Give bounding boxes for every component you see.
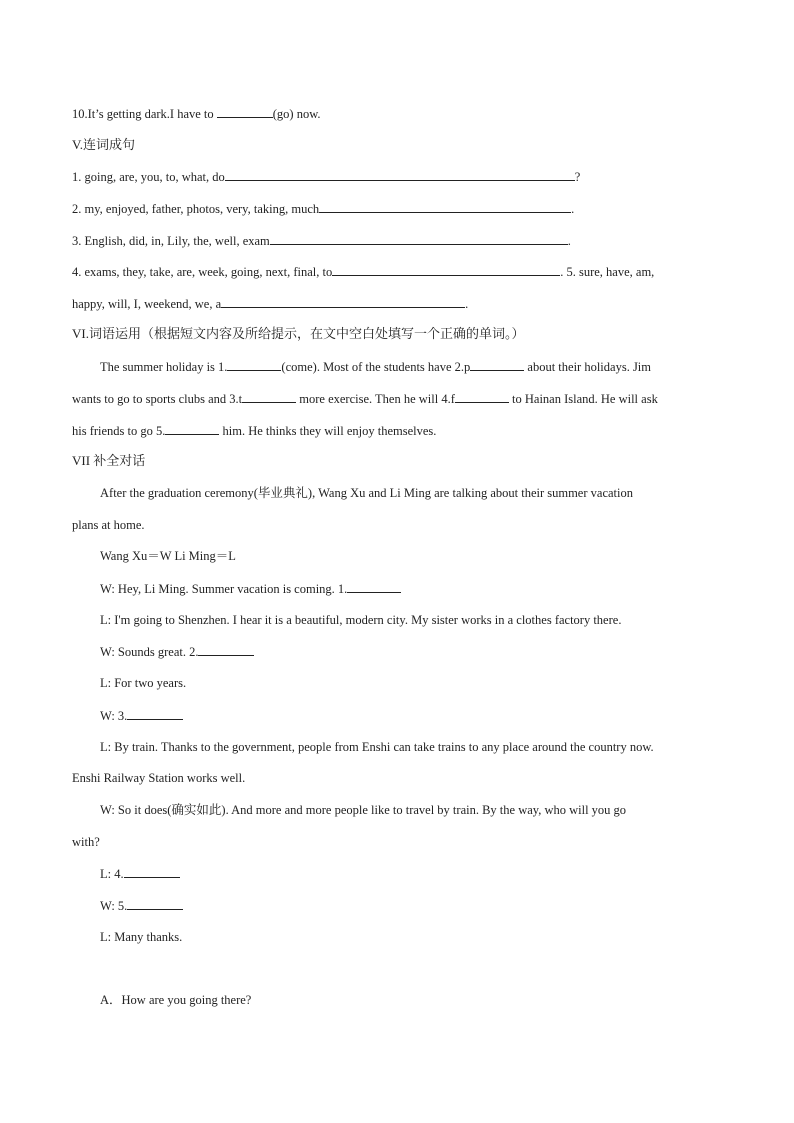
question-10-hint: (go) now. <box>272 107 321 121</box>
dialogue-line-4: L: For two years. <box>100 676 187 690</box>
answer-blank[interactable] <box>165 422 219 435</box>
dialogue-line-6: L: By train. Thanks to the government, people from Enshi can take trains to any place around the country now. <box>100 740 654 754</box>
passage-text: to Hainan Island. He will ask <box>508 392 658 406</box>
dialogue-line-2: L: I'm going to Shenzhen. I hear it is a beautiful, modern city. My sister works in a clothes factory there. <box>100 613 622 627</box>
dialogue-line-1 <box>100 580 401 597</box>
dialogue-line-7: W: So it does(确实如此). And more and more people like to travel by train. By the way, who will you go <box>100 803 627 817</box>
word-list: 3. English, did, in, Lily, the, well, exam <box>72 234 270 248</box>
end-mark: . <box>567 234 571 248</box>
dialogue-line-9 <box>100 897 183 914</box>
passage-text: his friends to go 5. <box>72 424 166 438</box>
sentence-item-5 <box>72 295 468 312</box>
end-mark: . <box>465 297 469 311</box>
dialogue-text: L: 4. <box>100 867 124 881</box>
dialogue-line-5 <box>100 707 183 724</box>
answer-blank[interactable] <box>217 105 273 118</box>
answer-blank[interactable] <box>455 390 509 403</box>
sentence-item-3 <box>72 232 571 249</box>
passage-line-3 <box>72 422 436 439</box>
word-list: 1. going, are, you, to, what, do <box>72 170 225 184</box>
passage-line-2 <box>72 390 658 407</box>
word-list: 4. exams, they, take, are, week, going, next, final, to <box>72 265 333 279</box>
end-mark: ? <box>574 170 581 184</box>
passage-text: more exercise. Then he will 4.f <box>296 392 455 406</box>
sentence-item-1 <box>72 168 580 185</box>
word-list: 2. my, enjoyed, father, photos, very, taking, much <box>72 202 320 216</box>
word-list: happy, will, I, weekend, we, a <box>72 297 222 311</box>
dialogue-line-8 <box>100 865 180 882</box>
dialogue-intro-line-1: After the graduation ceremony(毕业典礼), Wang Xu and Li Ming are talking about their summer vacation <box>100 486 633 500</box>
question-10-text: 10.It’s getting dark.I have to <box>72 107 217 121</box>
answer-blank[interactable] <box>198 643 254 656</box>
answer-blank[interactable] <box>221 295 465 308</box>
passage-text: The summer holiday is 1. <box>100 360 228 374</box>
passage-text: about their holidays. Jim <box>524 360 652 374</box>
answer-blank[interactable] <box>124 865 180 878</box>
passage-line-1 <box>100 358 651 375</box>
option-a: A．How are you going there? <box>100 993 252 1007</box>
answer-blank[interactable] <box>470 358 524 371</box>
answer-blank[interactable] <box>242 390 296 403</box>
answer-blank[interactable] <box>347 580 401 593</box>
section-vii-heading: VII 补全对话 <box>72 453 146 468</box>
answer-blank[interactable] <box>127 707 183 720</box>
passage-text: wants to go to sports clubs and 3.t <box>72 392 243 406</box>
answer-blank[interactable] <box>127 897 183 910</box>
answer-blank[interactable] <box>332 263 560 276</box>
end-mark: . <box>571 202 575 216</box>
dialogue-text: W: 3. <box>100 709 128 723</box>
passage-text: him. He thinks they will enjoy themselves. <box>219 424 437 438</box>
answer-blank[interactable] <box>227 358 281 371</box>
dialogue-line-10: L: Many thanks. <box>100 930 183 944</box>
passage-text: (come). Most of the students have 2.p <box>281 360 471 374</box>
dialogue-intro-line-2: plans at home. <box>72 518 145 532</box>
dialogue-text: W: Sounds great. 2. <box>100 645 199 659</box>
dialogue-text: W: Hey, Li Ming. Summer vacation is coming. 1. <box>100 582 348 596</box>
answer-blank[interactable] <box>319 200 571 213</box>
dialogue-line-3 <box>100 643 254 660</box>
end-mark: . 5. sure, have, am, <box>560 265 655 279</box>
answer-blank[interactable] <box>270 232 568 245</box>
sentence-item-4 <box>72 263 654 280</box>
section-vi-heading: VI.词语运用（根据短文内容及所给提示，在文中空白处填写一个正确的单词。） <box>72 326 525 341</box>
sentence-item-2 <box>72 200 574 217</box>
dialogue-line-7-cont: with? <box>72 835 100 849</box>
answer-blank[interactable] <box>225 168 575 181</box>
dialogue-line-6-cont: Enshi Railway Station works well. <box>72 771 246 785</box>
dialogue-text: W: 5. <box>100 899 128 913</box>
section-v-heading: V.连词成句 <box>72 137 135 152</box>
dialogue-roles: Wang Xu＝W Li Ming＝L <box>100 549 236 563</box>
question-10 <box>72 105 321 122</box>
